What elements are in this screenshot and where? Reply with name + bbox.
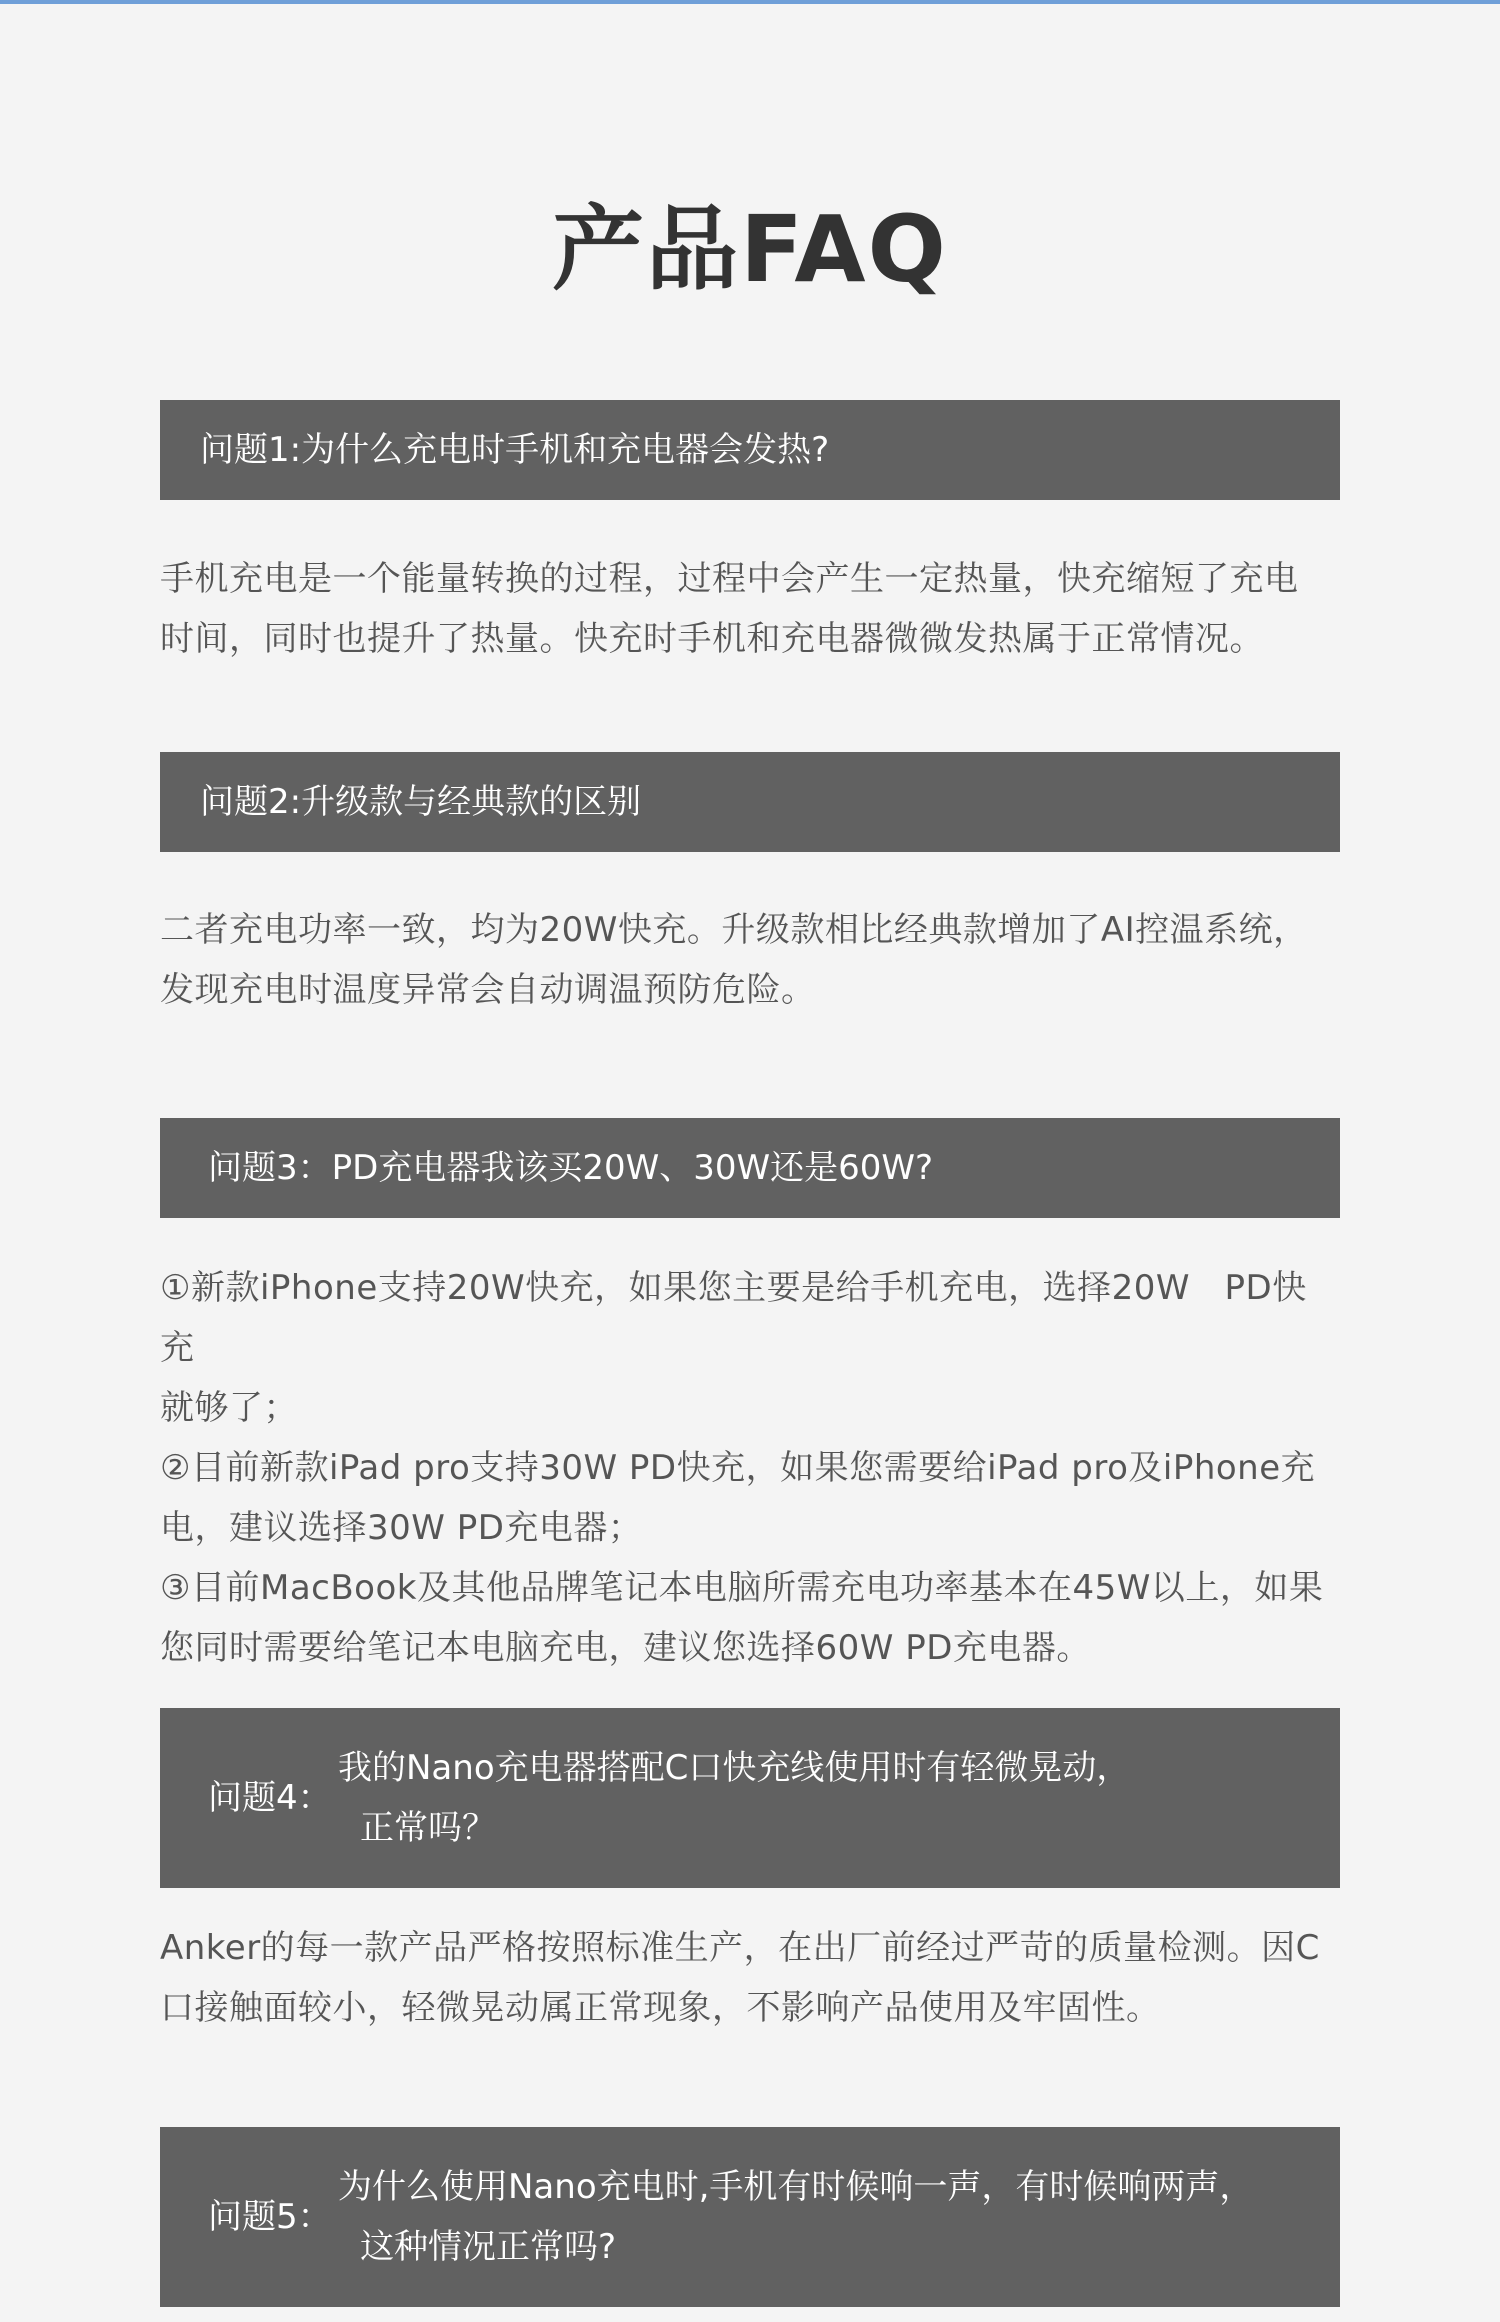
faq-question-4-text — [338, 1738, 1130, 1858]
faq-question-1 — [160, 400, 1340, 500]
answer-line: 时间，同时也提升了热量。快充时手机和充电器微微发热属于正常情况。 — [160, 619, 1264, 659]
answer-line: 电，建议选择30W PD充电器； — [160, 1508, 643, 1548]
answer-line: 发现充电时温度异常会自动调温预防危险。 — [160, 970, 816, 1010]
faq-question-4-prefix: 问题4： — [208, 1778, 332, 1818]
faq-question-1-text: 问题1:为什么充电时手机和充电器会发热? — [200, 430, 830, 470]
answer-line: 口接触面较小，轻微晃动属正常现象，不影响产品使用及牢固性。 — [160, 1988, 1161, 2028]
page-title: 产品FAQ — [552, 196, 948, 303]
answer-line: Anker的每一款产品严格按照标准生产，在出厂前经过严苛的质量检测。因C — [160, 1928, 1320, 1968]
faq-question-5 — [160, 2127, 1340, 2307]
answer-line: 您同时需要给笔记本电脑充电，建议您选择60W PD充电器。 — [160, 1628, 1091, 1668]
faq-answer-3 — [160, 1258, 1340, 1678]
question-line: 这种情况正常吗? — [360, 2227, 617, 2267]
answer-line: 二者充电功率一致，均为20W快充。升级款相比经典款增加了AI控温系统， — [160, 910, 1308, 950]
answer-line: ③目前MacBook及其他品牌笔记本电脑所需充电功率基本在45W以上，如果 — [160, 1568, 1324, 1608]
question-line: 为什么使用Nano充电时,手机有时候响一声，有时候响两声， — [338, 2167, 1254, 2207]
faq-question-2 — [160, 752, 1340, 852]
faq-answer-2 — [160, 900, 1340, 1020]
answer-line: ②目前新款iPad pro支持30W PD快充，如果您需要给iPad pro及iPhone充 — [160, 1448, 1316, 1488]
question-line: 我的Nano充电器搭配C口快充线使用时有轻微晃动， — [338, 1748, 1131, 1788]
answer-line: 就够了； — [160, 1388, 298, 1428]
faq-question-4 — [160, 1708, 1340, 1888]
question-line: 正常吗？ — [360, 1808, 496, 1848]
answer-line: ①新款iPhone支持20W快充，如果您主要是给手机充电，选择20W PD快充 — [160, 1268, 1307, 1368]
faq-question-2-text: 问题2:升级款与经典款的区别 — [200, 782, 642, 822]
faq-question-3-text: 问题3：PD充电器我该买20W、30W还是60W? — [208, 1148, 934, 1188]
top-accent-bar — [0, 0, 1500, 4]
faq-answer-4 — [160, 1918, 1340, 2038]
faq-question-5-text — [338, 2157, 1253, 2277]
faq-question-5-prefix: 问题5： — [208, 2197, 332, 2237]
faq-question-3 — [160, 1118, 1340, 1218]
faq-answer-1 — [160, 549, 1340, 669]
answer-line: 手机充电是一个能量转换的过程，过程中会产生一定热量，快充缩短了充电 — [160, 559, 1299, 599]
